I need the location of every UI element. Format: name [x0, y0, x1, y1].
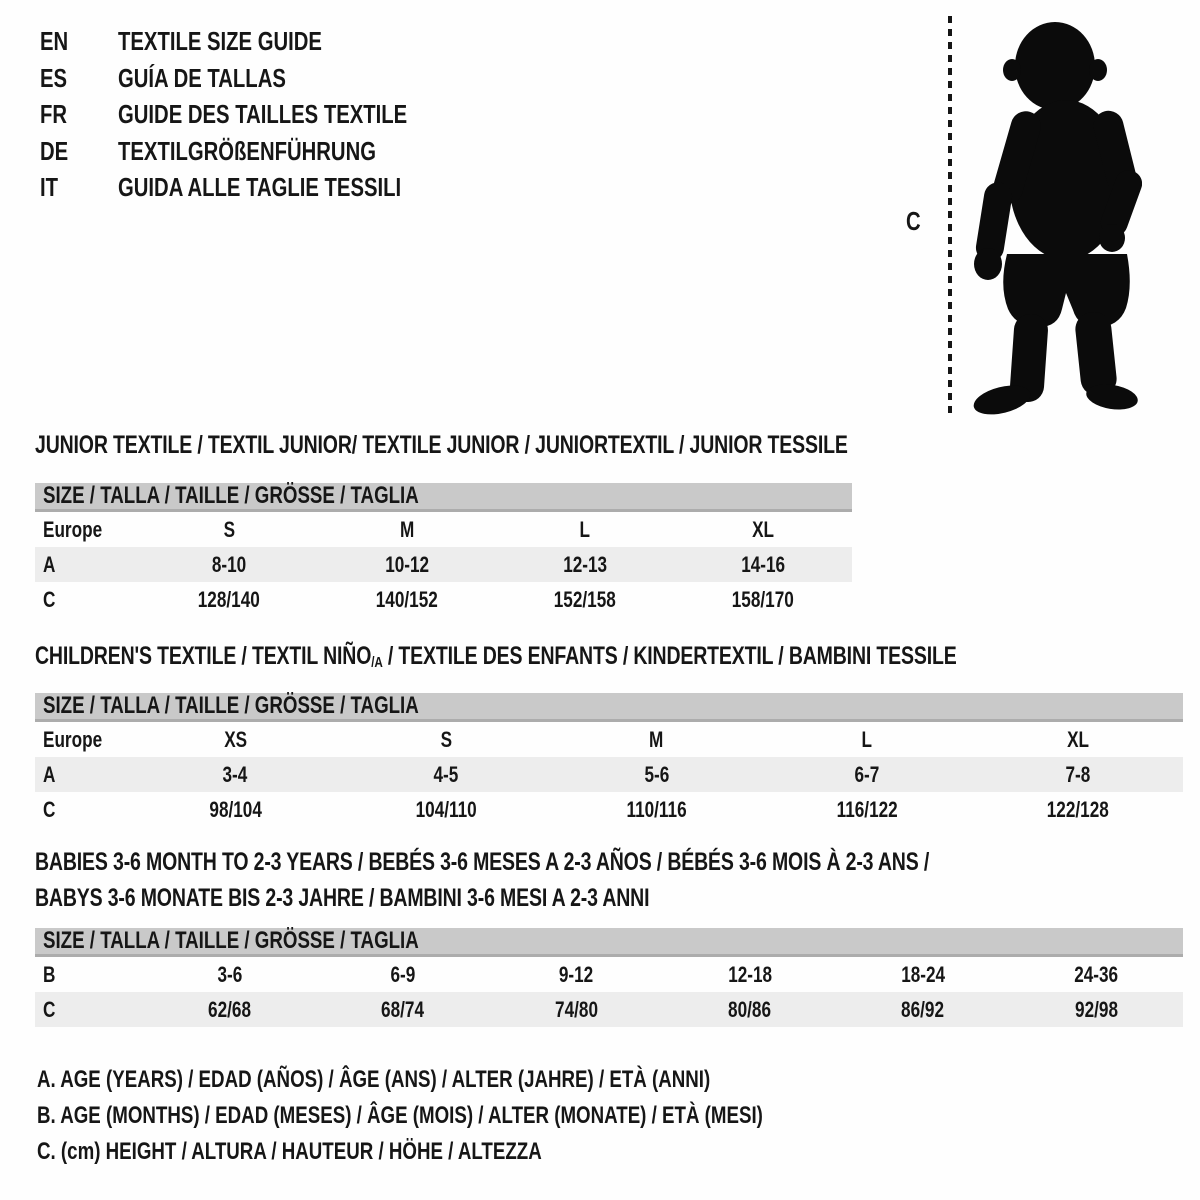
size-table-header: SIZE / TALLA / TAILLE / GRÖSSE / TAGLIA — [35, 483, 852, 512]
height-measure-label: C — [906, 206, 921, 236]
row-label: Europe — [43, 516, 103, 542]
size-cell: L — [579, 516, 591, 542]
size-cell: 62/68 — [208, 996, 252, 1022]
size-cell: 152/158 — [553, 586, 617, 612]
size-cell: 86/92 — [901, 996, 945, 1022]
size-cell: 158/170 — [731, 586, 795, 612]
size-cell: 12-18 — [727, 961, 772, 987]
row-label: B — [43, 961, 56, 987]
row-label: C — [43, 586, 56, 612]
language-label: GUIDA ALLE TAGLIE TESSILI — [118, 172, 402, 202]
language-row-fr — [40, 99, 640, 136]
measurement-legend — [37, 1066, 968, 1174]
size-cell: 116/122 — [836, 796, 898, 822]
size-cell: 14-16 — [741, 551, 785, 577]
language-label: GUIDE DES TAILLES TEXTILE — [118, 99, 408, 129]
language-code: IT — [40, 172, 59, 202]
babies-section-title-line1: BABIES 3-6 MONTH TO 2-3 YEARS / BEBÉS 3-6 MESES A 2-3 AÑOS / BÉBÉS 3-6 MOIS À 2-3 ANS / — [35, 848, 930, 876]
children-size-table — [35, 693, 1183, 827]
legend-line-height: C. (cm) HEIGHT / ALTURA / HAUTEUR / HÖHE / ALTEZZA — [37, 1138, 542, 1165]
size-cell: 18-24 — [901, 961, 945, 987]
size-cell: 98/104 — [209, 796, 262, 822]
language-list — [40, 26, 640, 209]
size-cell: 9-12 — [559, 961, 594, 987]
size-cell: 24-36 — [1074, 961, 1119, 987]
size-cell: 74/80 — [554, 996, 598, 1022]
junior-size-table — [35, 483, 852, 617]
size-cell: S — [440, 726, 452, 752]
baby-silhouette-icon — [962, 14, 1142, 416]
babies-section-title-line2: BABYS 3-6 MONATE BIS 2-3 JAHRE / BAMBINI 3-6 MESI A 2-3 ANNI — [35, 884, 650, 912]
table-row-height — [35, 582, 852, 617]
language-code: FR — [40, 99, 68, 129]
language-label: TEXTILGRÖßENFÜHRUNG — [118, 135, 376, 166]
table-row-age-years — [35, 757, 1183, 792]
size-cell: 5-6 — [644, 761, 669, 787]
size-cell: 104/110 — [415, 796, 477, 822]
size-cell: 8-10 — [211, 551, 247, 577]
language-row-es — [40, 63, 640, 100]
size-cell: 80/86 — [728, 996, 772, 1022]
size-cell: 92/98 — [1074, 996, 1118, 1022]
size-cell: M — [399, 516, 415, 542]
size-cell: 122/128 — [1046, 796, 1109, 822]
legend-line-age-months: B. AGE (MONTHS) / EDAD (MESES) / ÂGE (MOIS) / ALTER (MONATE) / ETÀ (MESI) — [37, 1102, 763, 1129]
table-row-age-months — [35, 957, 1183, 992]
row-label: C — [43, 996, 56, 1022]
size-cell: 6-7 — [854, 761, 880, 787]
legend-line-age-years: A. AGE (YEARS) / EDAD (AÑOS) / ÂGE (ANS) / ALTER (JAHRE) / ETÀ (ANNI) — [37, 1066, 711, 1093]
row-label: A — [43, 761, 56, 787]
row-label: Europe — [43, 726, 103, 752]
size-cell: 128/140 — [197, 586, 261, 612]
language-row-de — [40, 136, 640, 173]
table-row-height — [35, 792, 1183, 827]
size-cell: 140/152 — [375, 586, 439, 612]
row-label: A — [43, 551, 56, 577]
title-subscript: /A — [371, 654, 383, 672]
language-row-en — [40, 26, 640, 63]
size-cell: 12-13 — [563, 551, 607, 577]
language-label: GUÍA DE TALLAS — [118, 62, 286, 93]
row-label: C — [43, 796, 56, 822]
language-code: EN — [40, 26, 69, 56]
babies-size-table — [35, 928, 1183, 1027]
size-cell: 3-4 — [222, 761, 248, 787]
size-cell: 7-8 — [1065, 761, 1091, 787]
table-row-europe — [35, 722, 1183, 757]
size-cell: M — [649, 726, 664, 752]
size-cell: 110/116 — [626, 796, 687, 822]
size-cell: 3-6 — [217, 961, 243, 987]
table-row-age-years — [35, 547, 852, 582]
table-row-height — [35, 992, 1183, 1027]
size-cell: 68/74 — [381, 996, 425, 1022]
language-code: ES — [40, 62, 68, 93]
size-table-header: SIZE / TALLA / TAILLE / GRÖSSE / TAGLIA — [35, 928, 1183, 957]
size-cell: 6-9 — [390, 961, 416, 987]
language-label: TEXTILE SIZE GUIDE — [118, 26, 322, 56]
language-row-it — [40, 172, 640, 209]
size-table-header: SIZE / TALLA / TAILLE / GRÖSSE / TAGLIA — [35, 693, 1183, 722]
table-row-europe — [35, 512, 852, 547]
junior-section-title: JUNIOR TEXTILE / TEXTIL JUNIOR/ TEXTILE JUNIOR / JUNIORTEXTIL / JUNIOR TESSILE — [35, 431, 848, 459]
height-measure-dashed-line — [948, 16, 952, 414]
size-cell: S — [223, 516, 235, 542]
size-cell: 10-12 — [385, 551, 429, 577]
size-cell: XL — [1066, 726, 1089, 752]
language-code: DE — [40, 135, 69, 166]
size-cell: 4-5 — [433, 761, 459, 787]
size-cell: L — [861, 726, 873, 752]
size-cell: XL — [752, 516, 774, 542]
size-cell: XS — [223, 726, 247, 752]
children-section-title: CHILDREN'S TEXTILE / TEXTIL NIÑO/A / TEXTILE DES ENFANTS / KINDERTEXTIL / BAMBINI TESSILE — [35, 642, 957, 672]
